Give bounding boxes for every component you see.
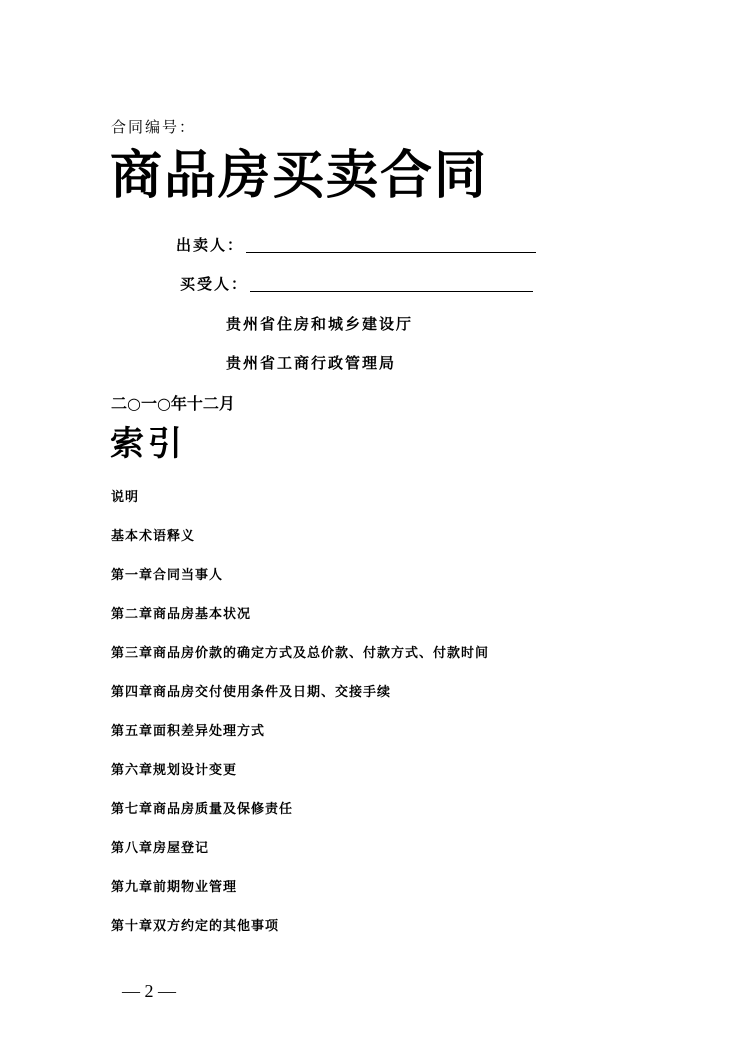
toc-item-chapter-3: 第三章商品房价款的确定方式及总价款、付款方式、付款时间 [111, 646, 490, 661]
page-title: 商品房买卖合同 [110, 145, 489, 206]
index-heading: 索引 [110, 424, 186, 464]
table-of-contents [111, 489, 489, 957]
toc-item-chapter-9: 第九章前期物业管理 [111, 880, 238, 895]
buyer-label: 买受人： [180, 275, 249, 293]
seller-blank-line[interactable] [246, 252, 536, 253]
buyer-row [180, 273, 533, 294]
toc-item-chapter-5: 第五章面积差异处理方式 [111, 724, 266, 739]
seller-label: 出卖人： [176, 236, 245, 254]
toc-item-chapter-1: 第一章合同当事人 [111, 568, 224, 583]
issuer-commerce-bureau: 贵州省工商行政管理局 [226, 354, 397, 372]
toc-item-explanation: 说明 [111, 490, 140, 505]
issuer-housing-department: 贵州省住房和城乡建设厅 [226, 315, 414, 333]
toc-item-chapter-2: 第二章商品房基本状况 [111, 607, 252, 622]
seller-row [176, 234, 536, 255]
toc-item-chapter-7: 第七章商品房质量及保修责任 [111, 802, 294, 817]
buyer-blank-line[interactable] [250, 291, 533, 292]
page-number: — 2 — [122, 981, 176, 1001]
issue-date: 二○一○年十二月 [111, 394, 235, 413]
toc-item-terms: 基本术语释义 [111, 529, 196, 544]
toc-item-chapter-8: 第八章房屋登记 [111, 841, 210, 856]
toc-item-chapter-10: 第十章双方约定的其他事项 [111, 919, 280, 934]
contract-number-label: 合同编号： [111, 118, 197, 136]
toc-item-chapter-4: 第四章商品房交付使用条件及日期、交接手续 [111, 685, 392, 700]
toc-item-chapter-6: 第六章规划设计变更 [111, 763, 238, 778]
